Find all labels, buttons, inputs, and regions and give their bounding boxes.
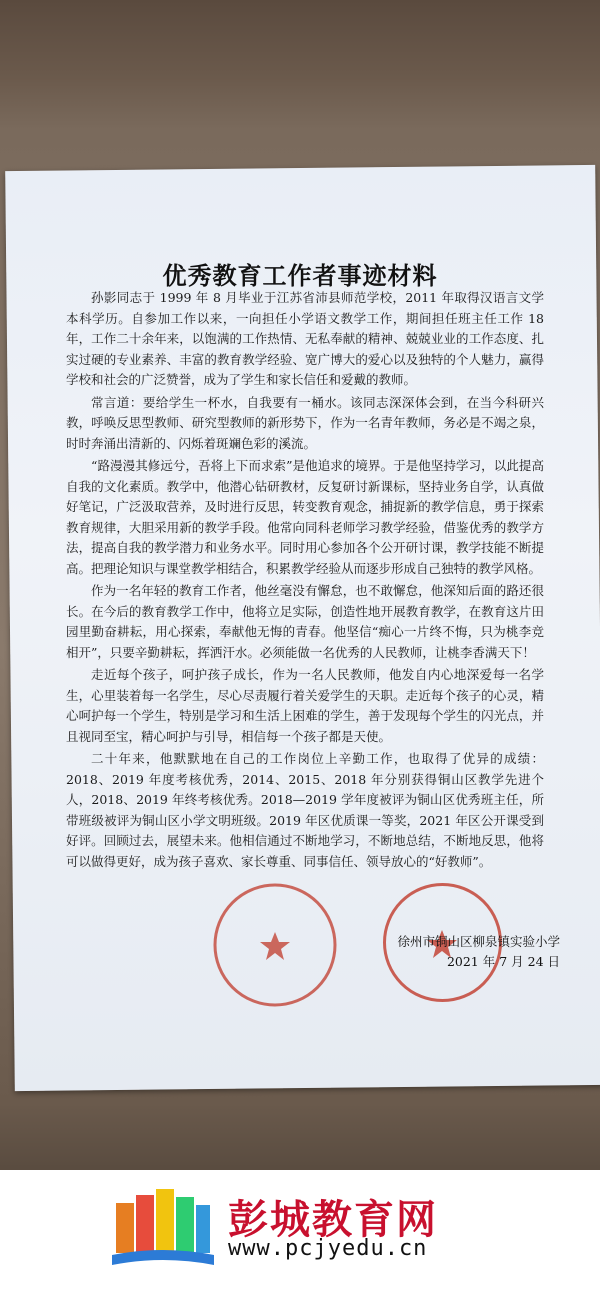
signature-block — [360, 932, 560, 972]
document-title: 优秀教育工作者事迹材料 — [162, 261, 438, 290]
book-logo-icon — [108, 1185, 218, 1275]
paragraph-3: “路漫漫其修远兮，吾将上下而求索”是他追求的境界。于是他坚持学习，以此提高自我的文化素质。教学中，他潜心钻研教材，反复研讨新课标，坚持业务自学，认真做好笔记，广泛汲取营养，及时进行反思，转变教育观念，捕捉新的教学信息，勇于探索教育规律，大胆采用新的教学手段。他常向同科老师学习教学经验，借鉴优秀的教学方法，提高自我的教学潜力和业务水平。同时用心参加各个公开研讨课，教学技能不断提高。把理论知识与课堂教学相结合，积累教学经验从而逐步形成自己独特的教学风格。 — [66, 458, 544, 576]
paragraph-5: 走近每个孩子，呵护孩子成长，作为一名人民教师，他发自内心地深爱每一名学生，心里装着每一名学生，尽心尽责履行着关爱学生的天职。走近每个孩子的心灵，精心呵护每一个学生，特别是学习和生活上困难的学生，善于发现每个学生的闪光点，并且视同至宝，精心呵护与引导，相信每一个孩子都是天使。 — [66, 667, 544, 744]
site-url[interactable]: www.pcjyedu.cn — [228, 1236, 428, 1261]
paragraph-2: 常言道：要给学生一杯水，自我要有一桶水。该同志深深体会到，在当今科研兴教，呼唤反思型教师、研究型教师的新形势下，作为一名青年教师，务必是不竭之泉，时时奔涌出清新的、闪烁着斑斓色彩的溪流。 — [66, 394, 544, 451]
paragraph-6: 二十年来，他默默地在自己的工作岗位上辛勤工作，也取得了优异的成绩：2018、2019 年度考核优秀，2014、2015、2018 年分别获得铜山区教学先进个人，2018、2019 年终考核优秀。2018—2019 学年度被评为铜山区优秀班主任，所带班级被评为铜山区小学文明班级。2019 年区优质课一等奖，2021 年区公开课受到好评。回顾过去，展望未来。他相信通过不断地学习，不断地总结，不断地反思，他将可以做得更好，成为孩子喜欢、家长尊重、同事信任、领导放心的“好教师”。 — [66, 751, 544, 869]
site-name: 彭城教育网 — [228, 1197, 438, 1243]
signature-date: 2021 年 7 月 24 日 — [446, 954, 560, 969]
paragraph-4: 作为一名年轻的教育工作者，他丝毫没有懈怠，也不敢懈怠，他深知后面的路还很长。在今后的教育教学工作中，他将立足实际，创造性地开展教育教学，在教育这片田园里勤奋耕耘，用心探索，奉献他无悔的青春。他坚信“痴心一片终不悔，只为桃李竞相开”，只要辛勤耕耘，挥洒汗水。必须能做一名优秀的人民教师，让桃李香满天下！ — [66, 583, 544, 660]
school-seal-1 — [210, 880, 340, 1010]
document-body — [66, 288, 544, 872]
paragraph-1: 孙影同志于 1999 年 8 月毕业于江苏省沛县师范学校，2011 年取得汉语言文学本科学历。自参加工作以来，一向担任小学语文教学工作，期间担任班主任工作 18 年，工作二十余年来，以饱满的工作热情、无私奉献的精神、兢兢业业的工作态度、扎实过硬的专业素养、丰富的教育教学经验、宽广博大的爱心以及独特的个人魅力，赢得学校和社会的广泛赞誉，成为了学生和家长信任和爱戴的教师。 — [66, 290, 544, 387]
signature-org: 徐州市铜山区柳泉镇实验小学 — [397, 934, 560, 949]
